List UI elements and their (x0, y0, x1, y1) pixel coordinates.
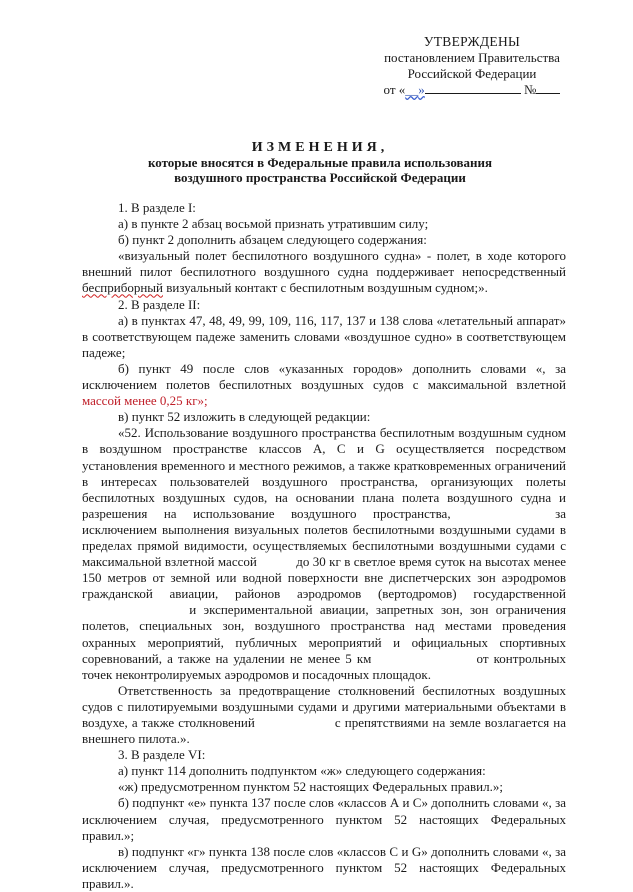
highlighted-text: массой менее 0,25 кг»; (82, 393, 208, 409)
section-1-heading: 1. В разделе I: (118, 200, 196, 215)
point-52-part-4: и экспериментальной авиации, запретных зон, зон ограничения полетов, специальных зон, воздушного пространства над местами проведения охранных мероприятий, публичных мероприятий и официальных спортивных соревнований, а также на удалении не менее 5 км (82, 602, 566, 666)
section-1-item-a: а) в пункте 2 абзац восьмой признать утратившим силу; (118, 216, 429, 232)
point-52-part-2: за исключением выполнения визуальных полетов беспилотными воздушными судами в пределах прямой видимости, осуществляемых беспилотными воздушными судами с максимальной взлетной массой (82, 505, 566, 570)
number-sign: № (524, 82, 537, 97)
approval-block (372, 34, 572, 98)
section-3-item-c: в) подпункт «г» пункта 138 после слов «классов С и G» дополнить словами «, за исключением случая, предусмотренного пунктом 52 настоящих Федеральных правил.». (82, 843, 566, 891)
spellcheck-word: бесприборный (82, 280, 163, 296)
section-3-item-b: б) подпункт «е» пункта 137 после слов «классов А и С» дополнить словами «, за исключением случая, предусмотренного пунктом 52 настоящих Федеральных правил.»; (82, 795, 566, 843)
section-2-item-a: а) в пунктах 47, 48, 49, 99, 109, 116, 117, 137 и 138 слова «летательный аппарат» в соответствующем падеже заменить словами «воздушное судно» в соответствующем падеже; (82, 312, 566, 360)
date-day-field: __ (405, 82, 419, 97)
section-2-point-52 (82, 425, 566, 683)
title-subtitle-2: воздушного пространства Российской Федерации (174, 170, 466, 185)
title-subtitle-1: которые вносятся в Федеральные правила использования (147, 155, 493, 170)
quote-text: «визуальный полет беспилотного воздушного судна» - полет, в ходе которого внешний пилот беспилотного воздушного судна поддерживает непосредственный (82, 248, 566, 280)
date-underline (425, 82, 521, 94)
document-body (82, 200, 566, 892)
section-2-heading: 2. В разделе II: (118, 296, 201, 312)
date-prefix: от « (383, 82, 406, 97)
point-52-part-5: от контрольных точек неконтролируемых аэродромов и посадочных площадок. (82, 650, 566, 682)
section-3-item-a: а) пункт 114 дополнить подпунктом «ж» следующего содержания: (118, 763, 486, 779)
approval-line-federation: Российской Федерации (407, 66, 537, 81)
title-main: ИЗМЕНЕНИЯ, (251, 140, 389, 155)
approval-line-government: постановлением Правительства (384, 50, 560, 65)
approval-date-line (384, 82, 561, 98)
quote-text-end: визуальный контакт с беспилотным воздушным судном;». (162, 280, 488, 296)
section-2-item-c: в) пункт 52 изложить в следующей редакции: (118, 409, 371, 425)
section-1-quote (82, 248, 566, 296)
item-b-text: б) пункт 49 после слов «указанных городов» дополнить словами «, за исключением полетов беспилотных воздушных судов с максимальной взлетной (82, 360, 566, 393)
approval-heading: УТВЕРЖДЕНЫ (423, 34, 521, 49)
date-close-quote: » (418, 82, 425, 97)
section-3-item-a-quote: «ж) предусмотренном пунктом 52 настоящих Федеральных правил.»; (118, 779, 503, 795)
section-2-item-b (82, 361, 566, 409)
document-title (100, 140, 540, 185)
point-52-part-3: до 30 кг в светлое время суток на высотах менее 150 метров от земной или водной поверхности вне диспетчерских зон аэродромов гражданской авиации, районов аэродромов (вертодромов) государственной (82, 554, 566, 602)
section-1-item-b: б) пункт 2 дополнить абзацем следующего содержания: (118, 232, 427, 248)
number-underline (536, 82, 560, 94)
responsibility-part-1: Ответственность за предотвращение столкновений беспилотных воздушных судов с пилотируемыми воздушными судами и другими материальными объектами в воздухе, а также столкновений (82, 682, 566, 730)
section-3-heading: 3. В разделе VI: (118, 747, 206, 763)
point-52-part-1: «52. Использование воздушного пространства беспилотным воздушным судном в воздушном пространстве классов А, С и G осуществляется посредством установления временного и местного режимов, а также кратковременных ограничений в интересах пользователей воздушного пространства, организующих полеты беспилотных воздушных судов, на основании плана полета воздушного судна и разрешения на использование воздушного пространства, (82, 425, 566, 521)
responsibility-part-2: с препятствиями на земле возлагается на внешнего пилота.». (82, 715, 567, 747)
section-2-responsibility (82, 683, 566, 747)
